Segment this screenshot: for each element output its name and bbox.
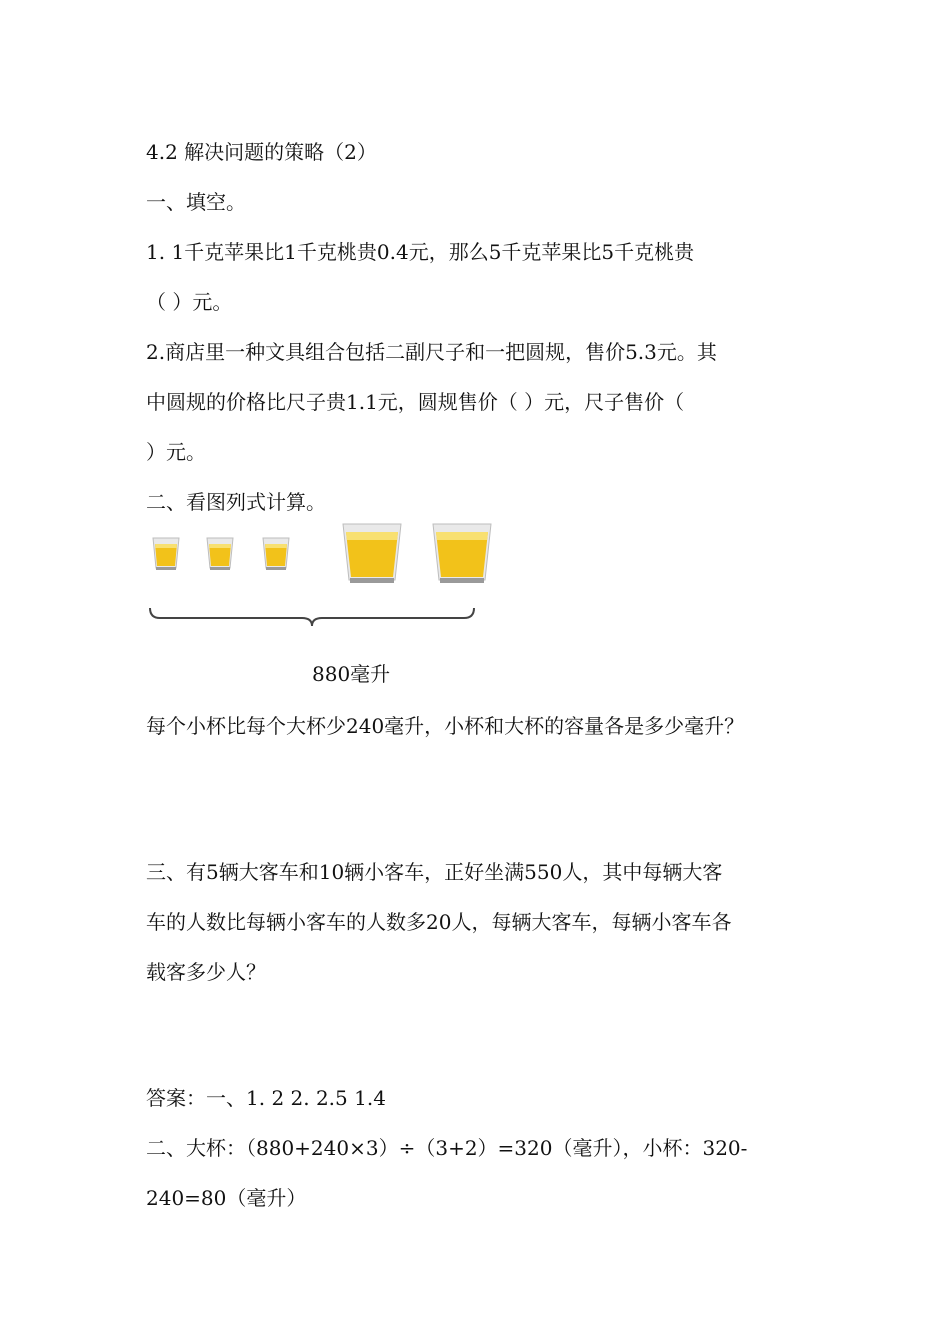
section-2-heading: 二、看图列式计算。 xyxy=(146,490,326,514)
section-3-line-3: 载客多少人？ xyxy=(146,960,266,984)
large-cup-icon xyxy=(432,522,492,586)
total-volume-label: 880毫升 xyxy=(312,662,391,686)
section-2-question: 每个小杯比每个大杯少240毫升，小杯和大杯的容量各是多少毫升？ xyxy=(146,714,745,738)
answers-line-3: 240=80（毫升） xyxy=(146,1186,307,1210)
brace-icon xyxy=(148,606,476,628)
question-2-line-3: ）元。 xyxy=(146,440,206,464)
section-1-heading: 一、填空。 xyxy=(146,190,246,214)
page-title: 4.2 解决问题的策略（2） xyxy=(146,140,377,164)
section-3-line-2: 车的人数比每辆小客车的人数多20人，每辆大客车，每辆小客车各 xyxy=(146,910,732,934)
answers-line-2: 二、大杯：（880+240×3）÷（3+2）=320（毫升），小杯：320- xyxy=(146,1136,748,1160)
small-cup-icon xyxy=(262,536,290,572)
section-3-line-1: 三、有5辆大客车和10辆小客车，正好坐满550人，其中每辆大客 xyxy=(146,860,723,884)
question-1-line-2: （ ）元。 xyxy=(146,290,233,314)
question-2-line-1: 2.商店里一种文具组合包括二副尺子和一把圆规，售价5.3元。其 xyxy=(146,340,717,364)
question-2-line-2: 中圆规的价格比尺子贵1.1元，圆规售价（ ）元，尺子售价（ xyxy=(146,390,685,414)
question-1-line-1: 1. 1千克苹果比1千克桃贵0.4元，那么5千克苹果比5千克桃贵 xyxy=(146,240,695,264)
small-cup-icon xyxy=(152,536,180,572)
answers-line-1: 答案：一、1. 2 2. 2.5 1.4 xyxy=(146,1086,386,1110)
large-cup-icon xyxy=(342,522,402,586)
small-cup-icon xyxy=(206,536,234,572)
